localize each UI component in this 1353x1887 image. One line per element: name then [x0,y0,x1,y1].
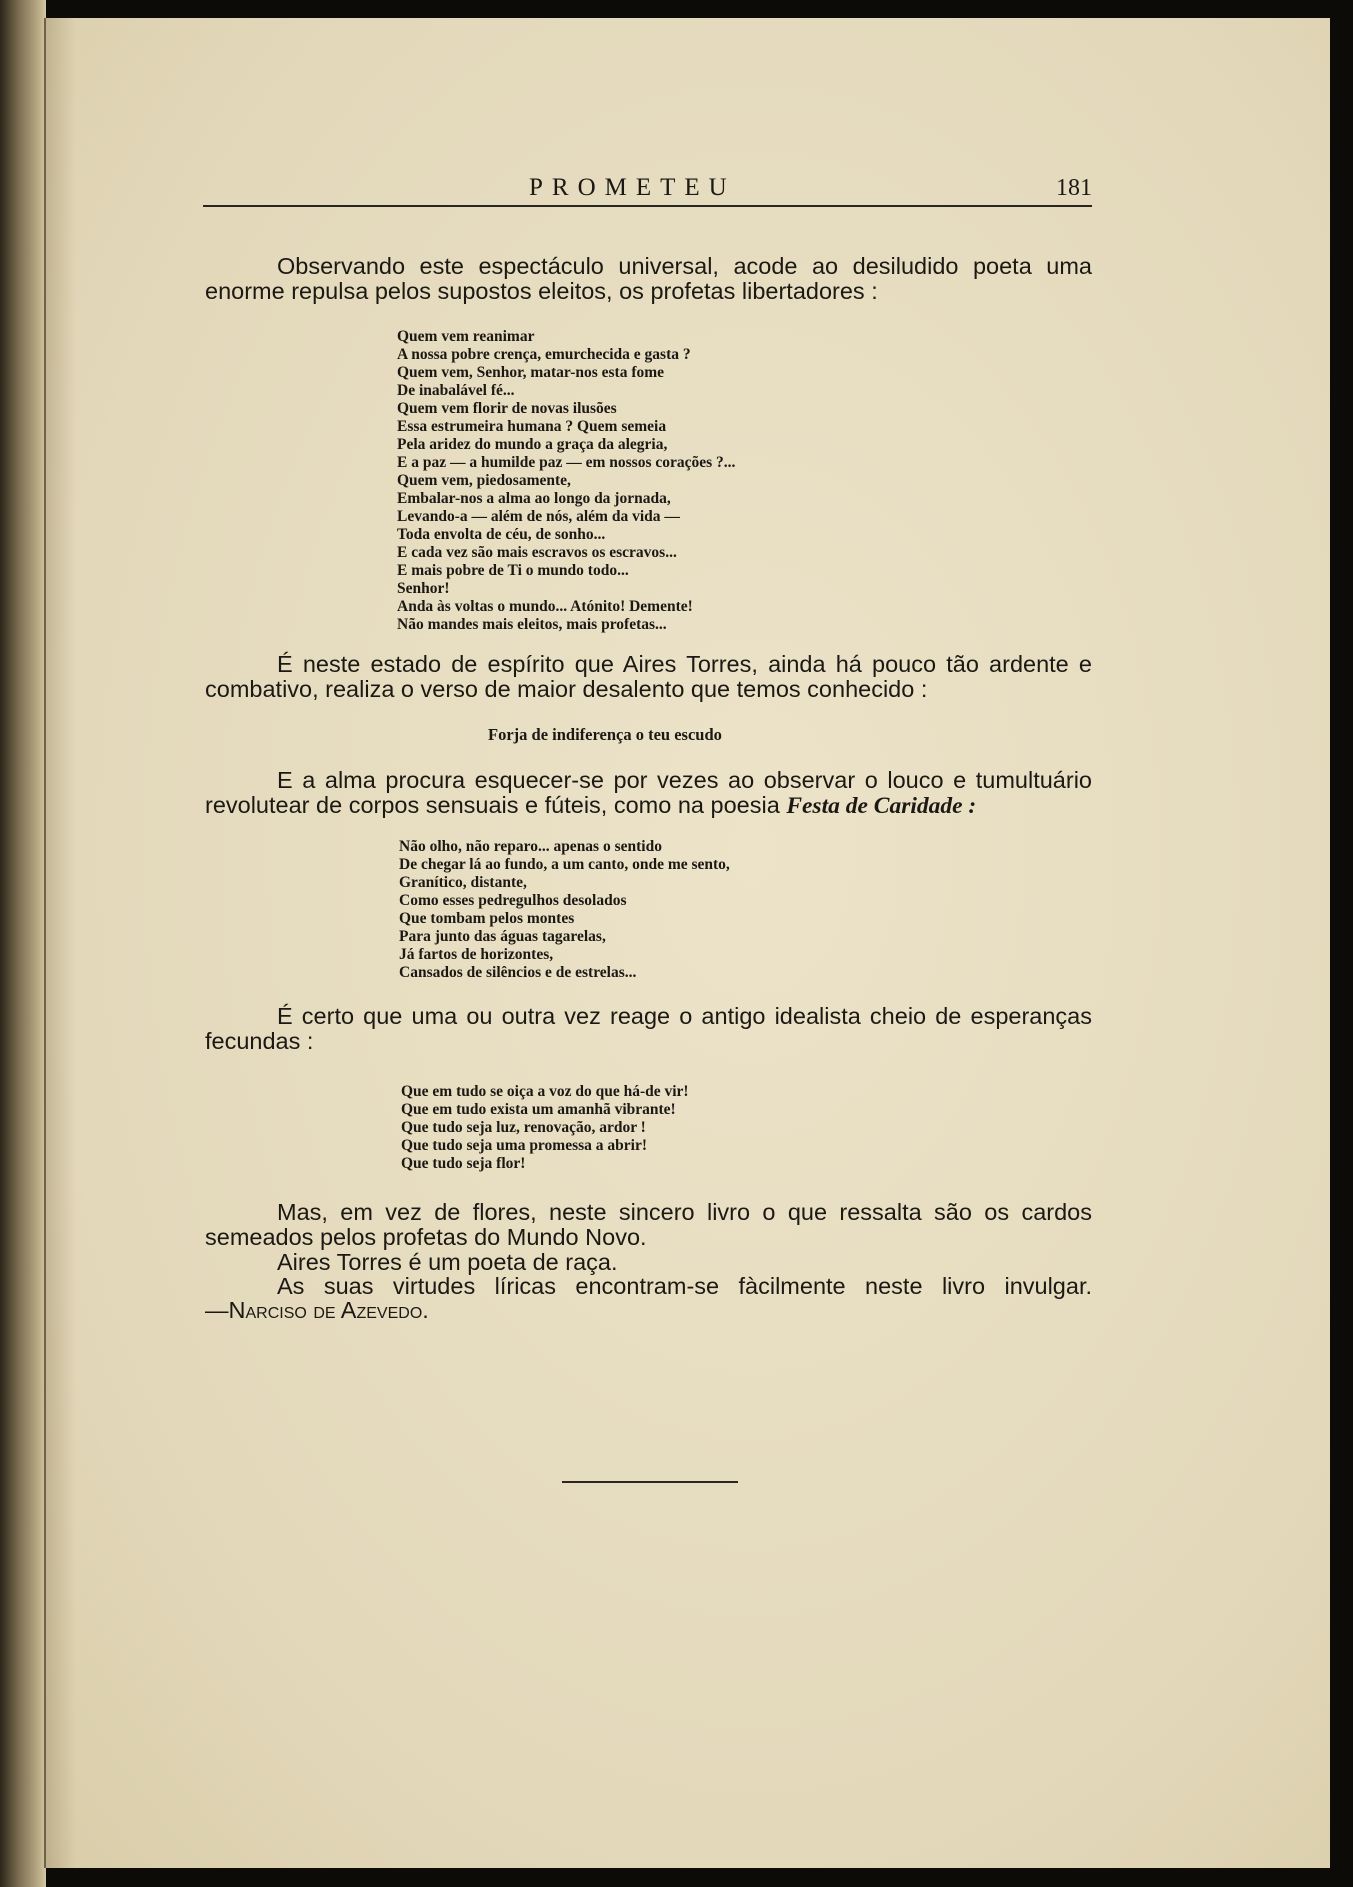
header-rule [203,205,1092,207]
paragraph-6-text: Aires Torres é um poeta de raça. [277,1249,618,1275]
running-header [203,174,1092,204]
poem-1 [397,328,735,634]
signature: —Narciso de Azevedo. [205,1297,429,1323]
poem-3 [401,1083,689,1173]
verse-line: Que em tudo exista um amanhã vibrante! [401,1101,676,1118]
verse-line: Quem vem reanimar [397,328,535,345]
verse-line: Que tudo seja uma promessa a abrir! [401,1137,647,1154]
paragraph-3 [205,768,1092,819]
paragraph-5 [205,1200,1092,1250]
verse-line: Não olho, não reparo... apenas o sentido [399,838,662,855]
paragraph-1-text: Observando este espectáculo universal, acode ao desiludido poeta uma enorme repulsa pelos supostos eleitos, os profetas libertadores : [205,253,1092,304]
poem-2 [399,838,730,982]
paragraph-7-text: As suas virtudes líricas encontram-se fàcilmente neste livro invulgar. [277,1273,1092,1299]
verse-line: Como esses pedregulhos desolados [399,892,627,909]
page-number: 181 [1056,175,1092,201]
header-title: PROMETEU [529,174,736,201]
verse-line: E cada vez são mais escravos os escravos... [397,544,677,561]
paragraph-4 [205,1004,1092,1054]
verse-line: Granítico, distante, [399,874,527,891]
verse-line: Senhor! [397,580,450,597]
verse-line: Que em tudo se oiça a voz do que há-de vir! [401,1083,689,1100]
paragraph-2-text: É neste estado de espírito que Aires Torres, ainda há pouco tão ardente e combativo, realiza o verso de maior desalento que temos conhecido : [205,651,1092,702]
verse-line: Que tombam pelos montes [399,910,575,927]
paragraph-2 [205,652,1092,702]
verse-line: Quem vem, piedosamente, [397,472,571,489]
verse-line: E a paz — a humilde paz — em nossos corações ?... [397,454,736,471]
verse-line: Quem vem florir de novas ilusões [397,400,617,417]
paragraph-7 [205,1274,1092,1299]
verse-line: Embalar-nos a alma ao longo da jornada, [397,490,671,507]
closing-rule [562,1481,738,1483]
verse-line: Já fartos de horizontes, [399,946,554,963]
verse-line: Quem vem, Senhor, matar-nos esta fome [397,364,665,381]
paragraph-4-text: É certo que uma ou outra vez reage o antigo idealista cheio de esperanças fecundas : [205,1003,1092,1054]
verse-line: Para junto das águas tagarelas, [399,928,606,945]
verse-line: De inabalável fé... [397,382,515,399]
paragraph-6 [205,1250,1092,1275]
poem-title: Festa de Caridade : [786,793,977,819]
paragraph-3-text: E a alma procura esquecer-se por vezes ao observar o louco e tumultuário revolutear de corpos sensuais e fúteis, como na poesia [205,767,1092,818]
verse-line: Levando-a — além de nós, além da vida — [397,508,680,525]
verse-line: Que tudo seja flor! [401,1155,526,1172]
verse-line: E mais pobre de Ti o mundo todo... [397,562,629,579]
verse-line: Pela aridez do mundo a graça da alegria, [397,436,668,453]
paragraph-5-text: Mas, em vez de flores, neste sincero livro o que ressalta são os cardos semeados pelos profetas do Mundo Novo. [205,1199,1092,1250]
verse-line: Que tudo seja luz, renovação, ardor ! [401,1119,646,1136]
verse-line: Essa estrumeira humana ? Quem semeia [397,418,667,435]
verse-line: A nossa pobre crença, emurchecida e gasta ? [397,346,691,363]
verse-line: Toda envolta de céu, de sonho... [397,526,606,543]
verse-line: Cansados de silêncios e de estrelas... [399,964,637,981]
single-verse: Forja de indiferença o teu escudo [488,725,722,744]
verse-line: Anda às voltas o mundo... Atónito! Demente! [397,598,693,615]
book-spine [0,0,46,1887]
verse-line: De chegar lá ao fundo, a um canto, onde me sento, [399,856,730,873]
verse-line: Não mandes mais eleitos, mais profetas... [397,616,667,633]
paragraph-1 [205,254,1092,304]
